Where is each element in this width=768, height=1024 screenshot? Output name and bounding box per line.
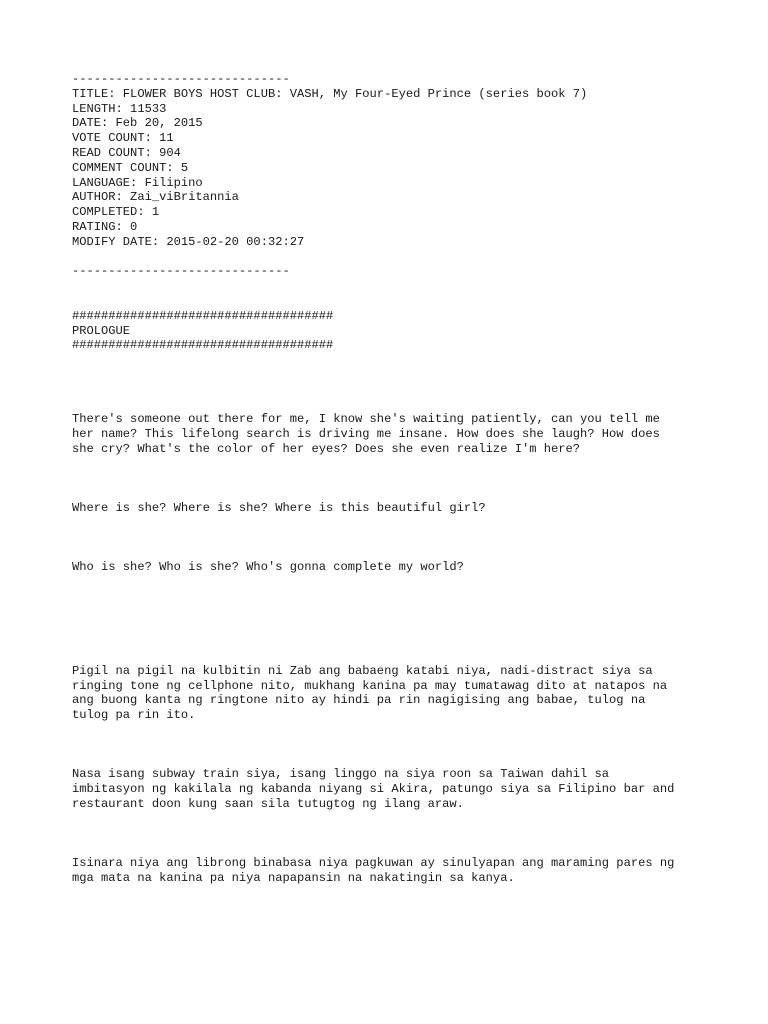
document-page	[72, 72, 722, 886]
modify-date-field: MODIFY DATE: 2015-02-20 00:32:27	[72, 234, 305, 249]
spacer	[72, 279, 722, 309]
spacer	[72, 353, 722, 412]
spacer	[72, 250, 722, 265]
language-field: LANGUAGE: Filipino	[72, 175, 203, 190]
length-field: LENGTH: 11533	[72, 101, 167, 116]
chapter-heading-block	[72, 309, 722, 353]
spacer	[72, 575, 722, 664]
paragraph-line: her name? This lifelong search is driving me insane. How does she laugh? How does	[72, 427, 660, 442]
spacer	[72, 812, 722, 856]
vote-count-field: VOTE COUNT: 11	[72, 131, 174, 146]
chapter-title: PROLOGUE	[72, 323, 131, 338]
completed-field: COMPLETED: 1	[72, 205, 160, 220]
paragraph-line: ang buong kanta ng ringtone nito ay hindi pa rin nagigising ang babae, tulog na	[72, 693, 646, 708]
paragraph	[72, 560, 722, 575]
author-field: AUTHOR: Zai_viBritannia	[72, 190, 239, 205]
paragraph-line: Nasa isang subway train siya, isang linggo na siya roon sa Taiwan dahil sa	[72, 767, 610, 782]
spacer	[72, 723, 722, 767]
hash-divider: ####################################	[72, 308, 334, 323]
paragraph	[72, 412, 722, 456]
paragraph	[72, 767, 722, 811]
spacer	[72, 457, 722, 501]
date-field: DATE: Feb 20, 2015	[72, 116, 203, 131]
hash-divider: ####################################	[72, 338, 334, 353]
separator-line: ------------------------------	[72, 264, 290, 279]
spacer	[72, 516, 722, 560]
paragraph-line: tulog pa rin ito.	[72, 708, 196, 723]
metadata-header	[72, 72, 722, 279]
read-count-field: READ COUNT: 904	[72, 145, 181, 160]
paragraph-line: restaurant doon kung saan sila tutugtog ng ilang araw.	[72, 797, 464, 812]
paragraph	[72, 664, 722, 723]
paragraph-line: Pigil na pigil na kulbitin ni Zab ang babaeng katabi niya, nadi-distract siya sa	[72, 663, 653, 678]
paragraph	[72, 856, 722, 886]
rating-field: RATING: 0	[72, 219, 138, 234]
comment-count-field: COMMENT COUNT: 5	[72, 160, 189, 175]
paragraph	[72, 501, 722, 516]
title-field: TITLE: FLOWER BOYS HOST CLUB: VASH, My Four-Eyed Prince (series book 7)	[72, 86, 588, 101]
paragraph-line: Who is she? Who is she? Who's gonna complete my world?	[72, 560, 464, 575]
paragraph-line: she cry? What's the color of her eyes? Does she even realize I'm here?	[72, 441, 581, 456]
paragraph-line: ringing tone ng cellphone nito, mukhang kanina pa may tumatawag dito at natapos na	[72, 678, 668, 693]
paragraph-line: Where is she? Where is she? Where is this beautiful girl?	[72, 501, 486, 516]
paragraph-line: mga mata na kanina pa niya napapansin na nakatingin sa kanya.	[72, 871, 515, 886]
paragraph-line: Isinara niya ang librong binabasa niya pagkuwan ay sinulyapan ang maraming pares ng	[72, 856, 675, 871]
paragraph-line: imbitasyon ng kakilala ng kabanda niyang si Akira, patungo siya sa Filipino bar and	[72, 782, 675, 797]
paragraph-line: There's someone out there for me, I know she's waiting patiently, can you tell me	[72, 412, 660, 427]
separator-line: ------------------------------	[72, 72, 290, 86]
